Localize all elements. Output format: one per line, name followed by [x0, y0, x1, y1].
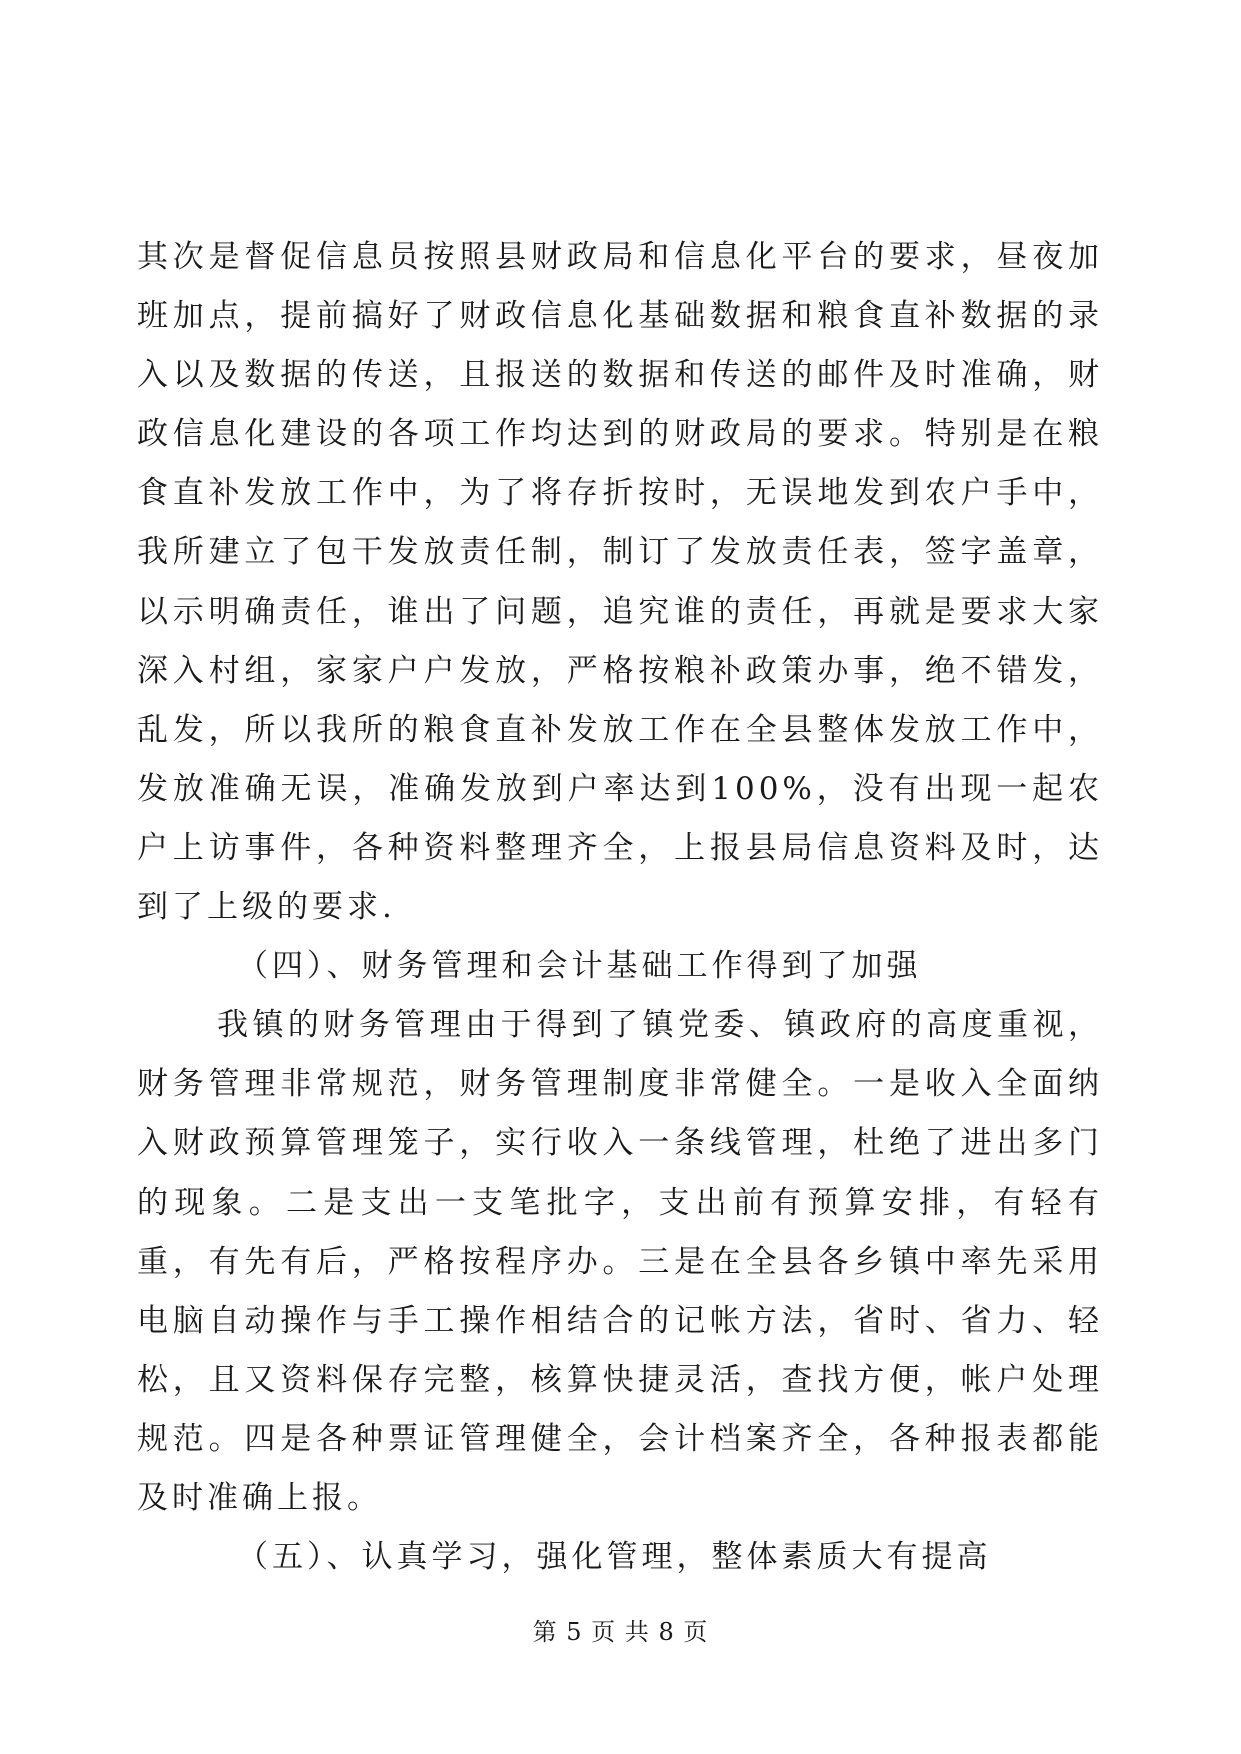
document-body	[137, 228, 1103, 1587]
section-heading-five: （五）、认真学习，强化管理，整体素质大有提高	[237, 1539, 992, 1576]
page-number-footer: 第 5 页 共 8 页	[532, 1618, 709, 1646]
section-heading-four: （四）、财务管理和会计基础工作得到了加强	[237, 948, 922, 985]
paragraph-data-reporting: 其次是督促信息员按照县财政局和信息化平台的要求，昼夜加班加点，提前搞好了财政信息化基础数据和粮食直补数据的录入以及数据的传送，且报送的数据和传送的邮件及时准确，财政信息化建设的各项工作均达到的财政局的要求。特别是在粮食直补发放工作中，为了将存折按时，无误地发到农户手中，我所建立了包干发放责任制，制订了发放责任表，签字盖章，以示明确责任，谁出了问题，追究谁的责任，再就是要求大家深入村组，家家户户发放，严格按粮补政策办事，绝不错发，乱发，所以我所的粮食直补发放工作在全县整体发放工作中，发放准确无误，准确发放到户率达到100%，没有出现一起农户上访事件，各种资料整理齐全，上报县局信息资料及时，达到了上级的要求.	[137, 239, 1103, 926]
paragraph-financial-management: 我镇的财务管理由于得到了镇党委、镇政府的高度重视，财务管理非常规范，财务管理制度非常健全。一是收入全面纳入财政预算管理笼子，实行收入一条线管理，杜绝了进出多门的现象。二是支出一支笔批字，支出前有预算安排，有轻有重，有先有后，严格按程序办。三是在全县各乡镇中率先采用电脑自动操作与手工操作相结合的记帐方法，省时、省力、轻松，且又资料保存完整，核算快捷灵活，查找方便，帐户处理规范。四是各种票证管理健全，会计档案齐全，各种报表都能及时准确上报。	[137, 1007, 1103, 1516]
